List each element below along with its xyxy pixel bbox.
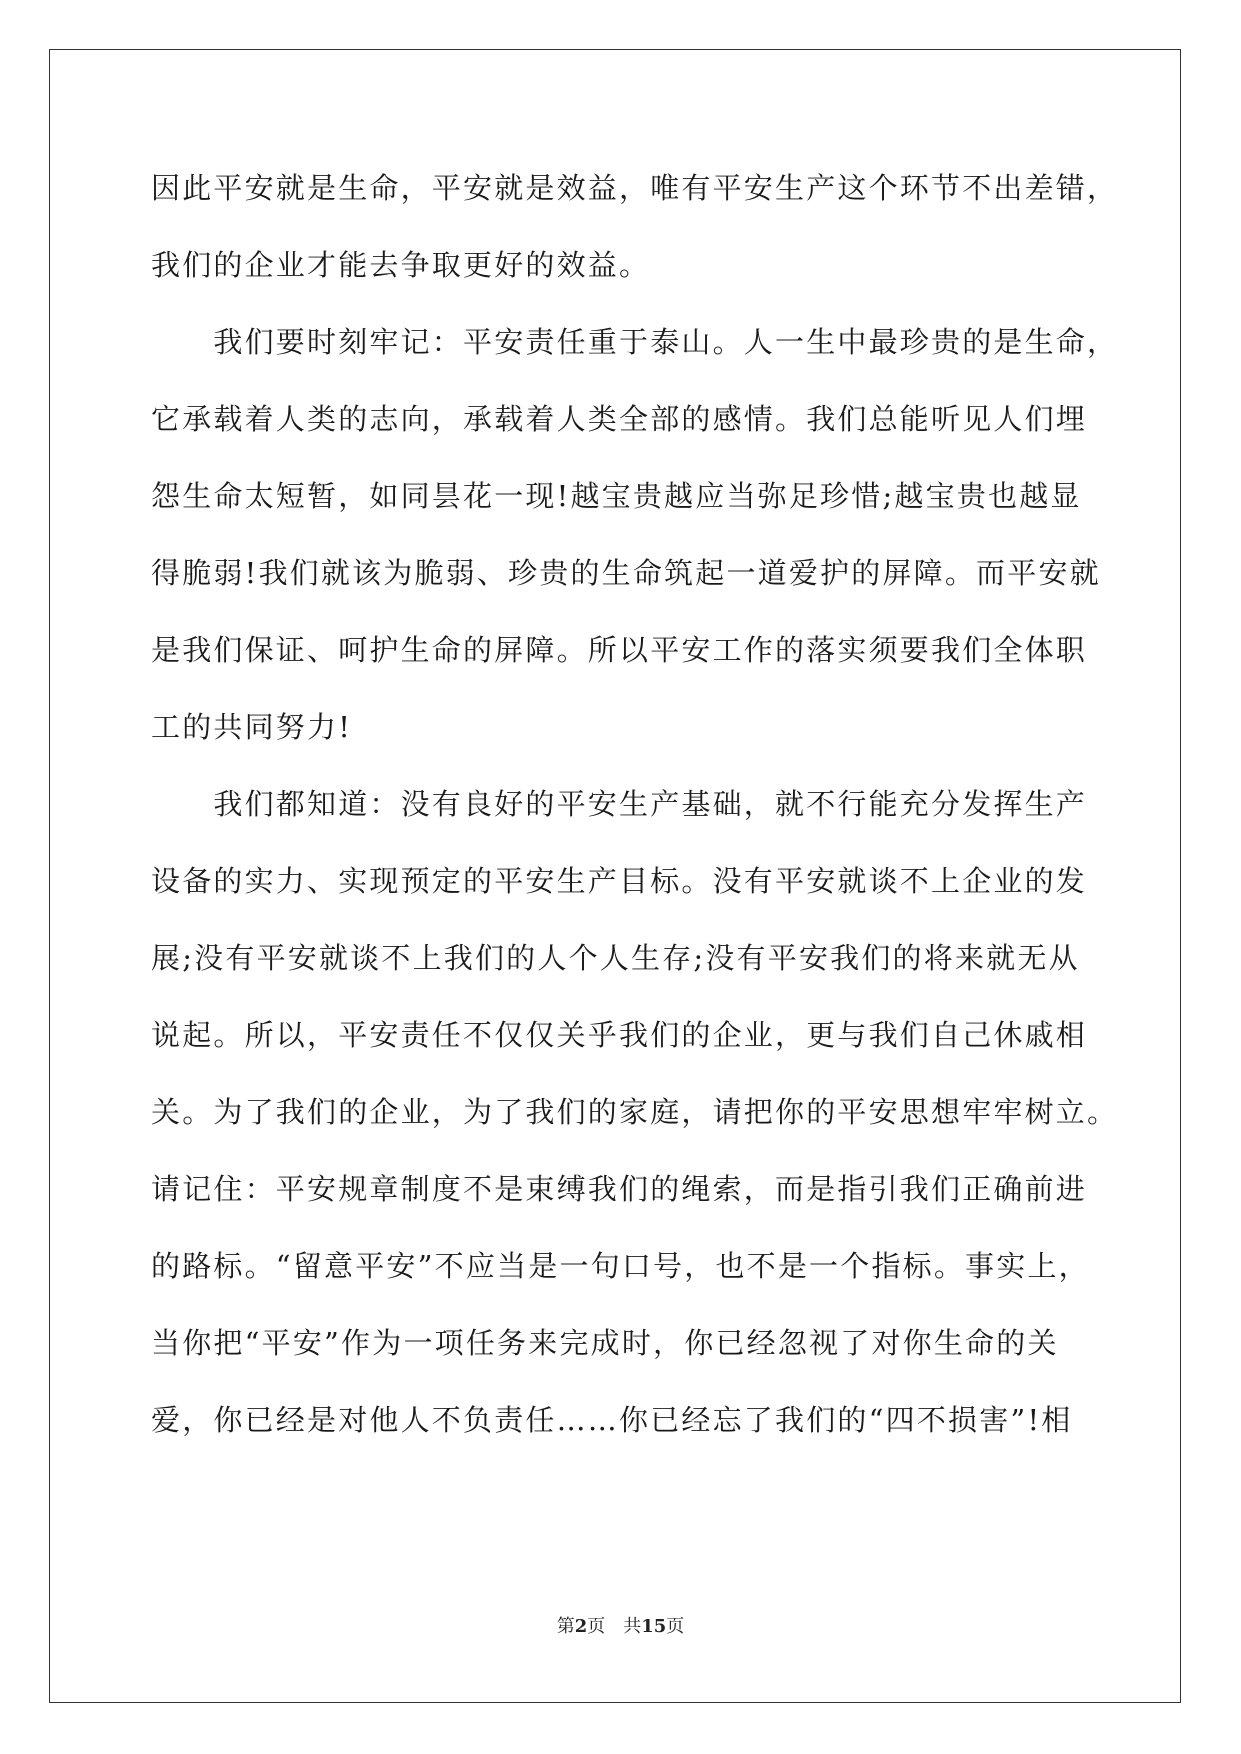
text-line: 工的共同努力! — [151, 710, 353, 744]
text-line: 设备的实力、实现预定的平安生产目标。没有平安就谈不上企业的发 — [151, 864, 1088, 898]
text-line: 它承载着人类的志向，承载着人类全部的感情。我们总能听见人们埋 — [151, 402, 1088, 436]
text-line: 的路标。“留意平安”不应当是一句口号，也不是一个指标。事实上， — [151, 1249, 1090, 1283]
text-line: 得脆弱!我们就该为脆弱、珍贵的生命筑起一道爱护的屏障。而平安就 — [151, 556, 1101, 590]
text-line: 爱，你已经是对他人不负责任……你已经忘了我们的“四不损害”!相 — [151, 1403, 1073, 1437]
page-number-label: 第2页 — [556, 1616, 606, 1637]
text-line: 因此平安就是生命，平安就是效益，唯有平安生产这个环节不出差错， — [151, 171, 1119, 205]
text-line: 怨生命太短暂，如同昙花一现!越宝贵越应当弥足珍惜;越宝贵也越显 — [151, 479, 1082, 513]
text-line: 展;没有平安就谈不上我们的人个人生存;没有平安我们的将来就无从 — [151, 941, 1080, 975]
text-line: 关。为了我们的企业，为了我们的家庭，请把你的平安思想牢牢树立。 — [151, 1095, 1119, 1129]
text-line: 我们要时刻牢记：平安责任重于泰山。人一生中最珍贵的是生命， — [151, 325, 1119, 359]
text-line: 是我们保证、呵护生命的屏障。所以平安工作的落实须要我们全体职 — [151, 633, 1088, 667]
text-line: 我们的企业才能去争取更好的效益。 — [151, 248, 651, 282]
page-footer — [0, 1615, 1241, 1639]
text-line: 我们都知道：没有良好的平安生产基础，就不行能充分发挥生产 — [151, 787, 1088, 821]
text-line: 请记住：平安规章制度不是束缚我们的绳索，而是指引我们正确前进 — [151, 1172, 1088, 1206]
text-line: 说起。所以，平安责任不仅仅关乎我们的企业，更与我们自己休戚相 — [151, 1018, 1088, 1052]
total-pages-label: 共15页 — [623, 1616, 685, 1637]
text-line: 当你把“平安”作为一项任务来完成时，你已经忽视了对你生命的关 — [151, 1326, 1059, 1360]
